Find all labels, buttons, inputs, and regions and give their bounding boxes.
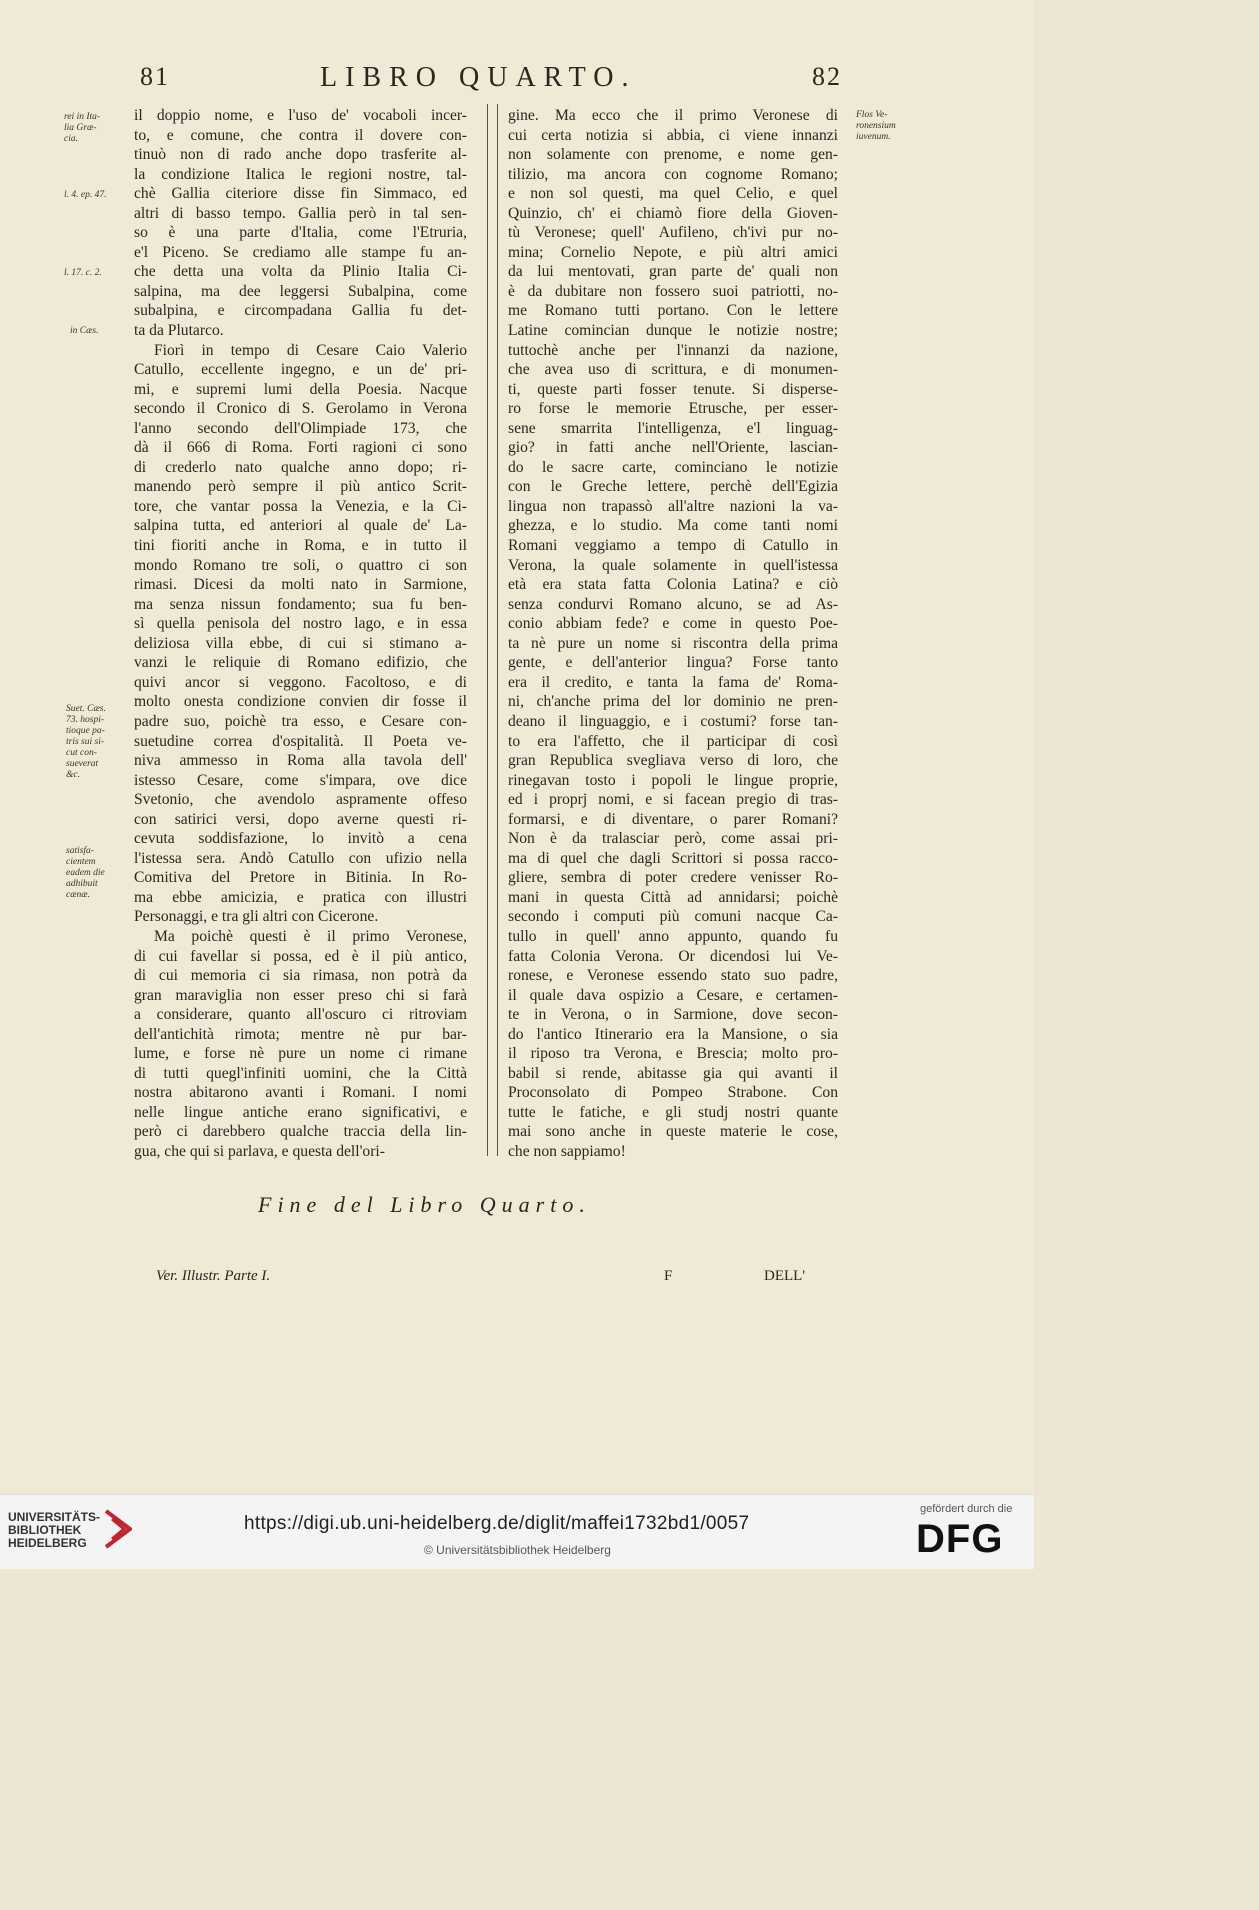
running-title: LIBRO QUARTO.	[320, 62, 637, 93]
text-line: rinegavan tosto i popoli le lingue proprie,	[508, 771, 838, 789]
text-line: lingua non trapassò all'altre nazioni la va-	[508, 497, 838, 515]
text-line: ghezza, e lo studio. Ma come tanti nomi	[508, 517, 838, 535]
page-number-right: 82	[812, 62, 842, 91]
text-line: ma senza nissun fondamento; sua fu ben-	[134, 595, 467, 613]
text-line: Quinzio, ch' ei chiamò fiore della Gioven-	[508, 204, 838, 222]
text-line: subalpina, e circompadana Gallia fu det-	[134, 302, 467, 320]
text-line: deliziosa villa ebbe, di cui si stimano a-	[134, 634, 467, 652]
text-line: sì quella penisola del nostro lago, e in essa	[134, 615, 467, 633]
text-line: a considerare, quanto all'oscuro ci ritroviam	[134, 1006, 467, 1024]
page-number-left: 81	[140, 62, 170, 91]
text-line: l'anno secondo dell'Olimpiade 173, che	[134, 419, 467, 437]
text-line: da lui mentovati, gran parte de' quali non	[508, 263, 838, 281]
text-line: che avea uso di scrittura, e di monumen-	[508, 361, 838, 379]
text-line: dell'antichità rimota; mentre nè pur bar-	[134, 1025, 467, 1043]
text-line: conio abbiam fede? e come in questo Poe-	[508, 615, 838, 633]
marginal-note: Flos Ve- ronensium iuvenum.	[856, 110, 896, 142]
text-line: Ma poichè questi è il primo Veronese,	[154, 927, 467, 945]
text-line: che detta una volta da Plinio Italia Ci-	[134, 263, 467, 281]
funding-note: gefördert durch die	[920, 1503, 1013, 1515]
text-line: ed i proprj nomi, e si facean pregio di tras-	[508, 791, 838, 809]
text-line: ronese, e Veronese essendo stato suo padre,	[508, 967, 838, 985]
text-line: formarsi, e di diventare, o parer Romani?	[508, 810, 838, 828]
text-line: ta da Plutarco.	[134, 322, 224, 340]
text-line: la condizione Italica le regioni nostre, tal-	[134, 165, 467, 183]
text-line: gua, che qui si parlava, e questa dell'ori-	[134, 1142, 385, 1160]
text-line: il riposo tra Verona, e Brescia; molto pro-	[508, 1045, 838, 1063]
marginal-note: l. 17. c. 2.	[64, 268, 102, 278]
text-line: però ci darebbero qualche traccia della lin-	[134, 1123, 467, 1141]
text-line: tuttochè anche per l'innanzi da nazione,	[508, 341, 838, 359]
text-line: chè Gallia citeriore disse fin Simmaco, ed	[134, 185, 467, 203]
text-line: ro forse le memorie Etrusche, per esser-	[508, 400, 838, 418]
text-line: il quale dava ospizio a Cesare, e certamen-	[508, 986, 838, 1004]
marginal-note: l. 4. ep. 47.	[64, 190, 107, 200]
text-line: Personaggi, e tra gli altri con Cicerone.	[134, 908, 379, 926]
text-line: ma ebbe amicizia, e pratica con illustri	[134, 888, 467, 906]
text-line: do le sacre carte, cominciano le notizie	[508, 458, 838, 476]
text-line: molto onesta condizione convien dir fosse il	[134, 693, 467, 711]
text-line: che non sappiamo!	[508, 1142, 626, 1160]
text-line: fatta Colonia Verona. Or dicendosi lui Ve-	[508, 947, 838, 965]
permalink[interactable]: https://digi.ub.uni-heidelberg.de/diglit/maffei1732bd1/0057	[244, 1513, 750, 1534]
text-line: gran Republica svegliava verso di loro, che	[508, 752, 838, 770]
text-line: suetudine correa d'ospitalità. Il Poeta ve-	[134, 732, 467, 750]
text-line: ti, queste parti fosser tenute. Si disperse-	[508, 380, 838, 398]
text-line: rimasi. Dicesi da molti nato in Sarmione,	[134, 576, 467, 594]
text-line: deano il linguaggio, e i costumi? forse tan-	[508, 712, 838, 730]
text-line: to era l'affetto, che il participar di così	[508, 732, 838, 750]
text-line: manendo però sempre il più antico Scrit-	[134, 478, 467, 496]
text-line: Verona, la quale solamente in quell'istessa	[508, 556, 838, 574]
text-line: gran maraviglia non esser preso chi si farà	[134, 986, 467, 1004]
footer-title: Ver. Illustr. Parte I.	[156, 1268, 271, 1284]
text-line: te in Verona, o in Sarmione, dove secon-	[508, 1006, 838, 1024]
text-line: gliere, sembra di poter credere venisser Ro-	[508, 869, 838, 887]
text-line: babil si rende, abitasse gia qui avanti il	[508, 1064, 838, 1082]
library-logo-icon[interactable]	[104, 1509, 132, 1549]
text-line: nelle lingue antiche erano significativi, e	[134, 1103, 467, 1121]
text-line: mina; Cornelio Nepote, e più altri amici	[508, 243, 838, 261]
text-line: Latine comincian dunque le notizie nostre;	[508, 322, 838, 340]
text-line: cui certa notizia si abbia, ci viene innanzi	[508, 126, 838, 144]
text-line: padre suo, poichè tra esso, e Cesare con-	[134, 712, 467, 730]
text-line: altri di basso tempo. Gallia però in tal sen-	[134, 204, 467, 222]
marginal-note: Suet. Cæs. 73. hospi- tioque pa- tris sui si- cut con- sueverat &c.	[66, 704, 106, 780]
catchword: DELL'	[764, 1268, 806, 1284]
text-line: e non sol questi, ma quel Celio, e quel	[508, 185, 838, 203]
dfg-logo[interactable]: DFG	[916, 1517, 1004, 1561]
library-banner	[0, 1494, 1034, 1569]
text-line: quivi ancor si veggono. Facoltoso, e di	[134, 673, 467, 691]
text-line: niva ammesso in Roma alla tavola dell'	[134, 752, 467, 770]
text-line: di tutti quegl'infiniti uomini, che la Città	[134, 1064, 467, 1082]
text-line: di cui memoria ci sia rimasa, non potrà da	[134, 967, 467, 985]
text-line: Romani veggiamo a tempo di Catullo in	[508, 537, 838, 555]
section-end: Fine del Libro Quarto.	[258, 1192, 591, 1217]
text-line: salpina tutta, ed anteriori al quale de' La-	[134, 517, 467, 535]
text-line: Fiorì in tempo di Cesare Caio Valerio	[154, 341, 467, 359]
text-line: secondo i computi più comuni nacque Ca-	[508, 908, 838, 926]
text-line: tini fioriti anche in Roma, e in tutto il	[134, 537, 467, 555]
text-line: ma di quel che dagli Scrittori si possa racco-	[508, 849, 838, 867]
text-line: con le Greche lettere, perchè dell'Egizia	[508, 478, 838, 496]
signature-mark: F	[664, 1268, 673, 1284]
library-name[interactable]: UNIVERSITÄTS- BIBLIOTHEK HEIDELBERG	[8, 1510, 101, 1550]
text-line: Comitiva del Pretore in Bitinia. In Ro-	[134, 869, 467, 887]
marginal-note: in Cæs.	[70, 326, 99, 336]
text-column-left	[134, 106, 467, 1162]
text-line: cevuta soddisfazione, lo invitò a cena	[134, 830, 467, 848]
text-line: Svetonio, che avendolo aspramente offeso	[134, 791, 467, 809]
text-line: Proconsolato di Pompeo Strabone. Con	[508, 1084, 838, 1102]
text-line: Catullo, eccellente ingegno, e un de' pri-	[134, 361, 467, 379]
text-line: tullo in quell' anno appunto, quando fu	[508, 927, 838, 945]
column-rule	[487, 104, 488, 1156]
text-line: nostra abitarono avanti i Romani. I nomi	[134, 1084, 467, 1102]
text-line: ta nè pure un nome si riscontra della prima	[508, 634, 838, 652]
text-line: mai sono anche in queste materie le cose,	[508, 1123, 838, 1141]
text-line: tilizio, ma ancora con cognome Romano;	[508, 165, 838, 183]
text-line: era il credito, e tanta la fama de' Roma-	[508, 673, 838, 691]
text-line: di cui favellar si possa, ed è il più antico,	[134, 947, 467, 965]
text-line: mani in questa Città ad annidarsi; poichè	[508, 888, 838, 906]
text-line: di crederlo nato qualche anno dopo; ri-	[134, 458, 467, 476]
text-line: me Romano tutti portano. Con le lettere	[508, 302, 838, 320]
text-line: ni, ch'anche prima del lor dominio ne pren-	[508, 693, 838, 711]
text-line: secondo il Cronico di S. Gerolamo in Verona	[134, 400, 467, 418]
copyright-notice: © Universitätsbibliothek Heidelberg	[424, 1543, 611, 1557]
text-line: mi, e supremi lumi della Poesia. Nacque	[134, 380, 467, 398]
text-line: salpina, ma dee leggersi Subalpina, come	[134, 282, 467, 300]
text-line: to, e comune, che contra il dovere con-	[134, 126, 467, 144]
text-line: non solamente con prenome, e nome gen-	[508, 146, 838, 164]
text-line: istesso Cesare, come s'impara, ove dice	[134, 771, 467, 789]
text-line: età era stata fatta Colonia Latina? e ciò	[508, 576, 838, 594]
text-line: l'istessa sera. Andò Catullo con ufizio nella	[134, 849, 467, 867]
text-line: il doppio nome, e l'uso de' vocaboli incer-	[134, 107, 467, 124]
text-line: lume, e forse nè pure un nome ci rimane	[134, 1045, 467, 1063]
text-column-right	[508, 106, 838, 1162]
text-line: con satirici versi, dopo averne questi ri-	[134, 810, 467, 828]
text-line: vanzi le reliquie di Romano edifizio, che	[134, 654, 467, 672]
column-rule	[497, 104, 498, 1156]
text-line: dà il 666 di Roma. Forti ragioni ci sono	[134, 439, 467, 457]
text-line: tore, che vantar possa la Venezia, e la Ci-	[134, 497, 467, 515]
marginal-note: satisfa- cientem eadem die adhibuit cænæ.	[66, 846, 105, 900]
text-line: gio? in fatti anche nell'Oriente, lascian-	[508, 439, 838, 457]
text-line: mondo Romano tre soli, o quattro ci son	[134, 556, 467, 574]
text-line: è da dubitare non fossero suoi patriotti, no-	[508, 282, 838, 300]
text-line: tù Veronese; quell' Aufileno, ch'ivi pur no-	[508, 224, 838, 242]
marginal-note: rei in Ita- lia Græ- cia.	[64, 112, 101, 144]
text-line: do l'antico Itinerario era la Mansione, o sia	[508, 1025, 838, 1043]
text-line: gine. Ma ecco che il primo Veronese di	[508, 107, 838, 124]
text-line: e'l Piceno. Se crediamo alle stampe fu an-	[134, 243, 467, 261]
text-line: tutte le fatiche, e gli studj nostri quante	[508, 1103, 838, 1121]
text-line: tinuò non di rado anche dopo trasferite al-	[134, 146, 467, 164]
text-line: senza condurvi Romano alcuno, se ad As-	[508, 595, 838, 613]
text-line: so è una parte d'Italia, come l'Etruria,	[134, 224, 467, 242]
text-line: sene smarrita l'intelligenza, e'l linguag-	[508, 419, 838, 437]
text-line: Non è da tralasciar però, come assai pri-	[508, 830, 838, 848]
text-line: gente, e dell'anterior lingua? Forse tanto	[508, 654, 838, 672]
